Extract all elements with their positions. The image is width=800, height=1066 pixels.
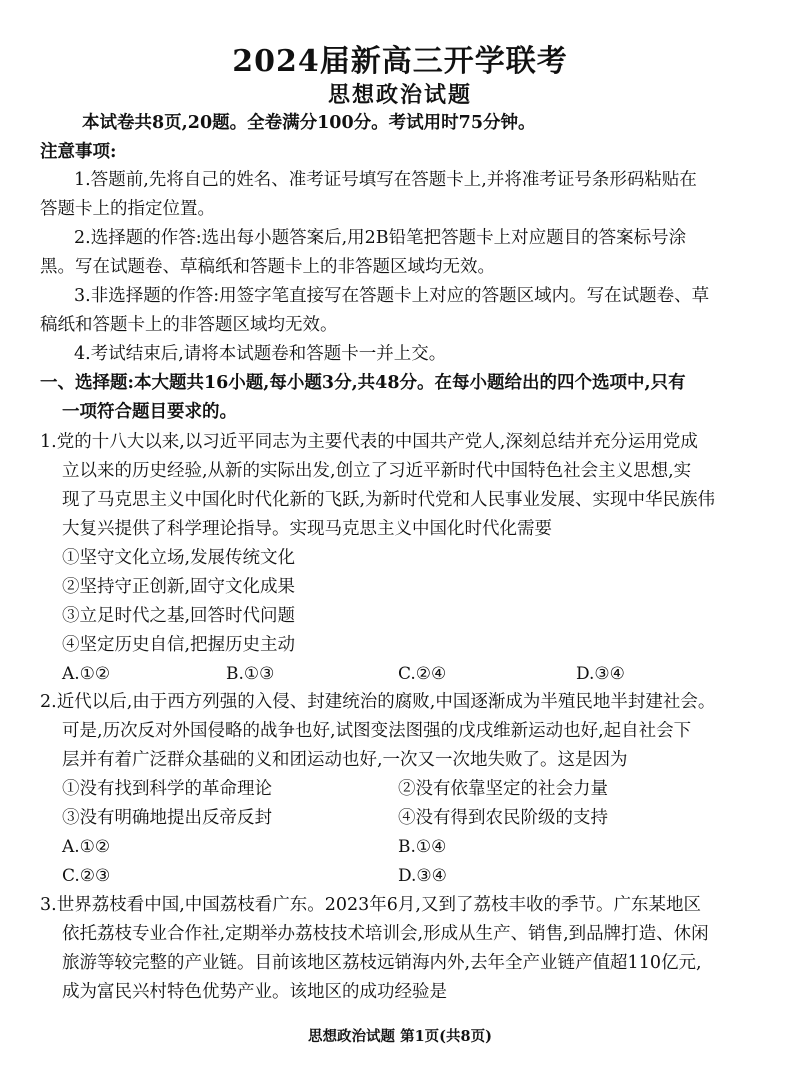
q1-option-b: B.①③ bbox=[226, 664, 275, 684]
q1-option-d: D.③④ bbox=[576, 664, 625, 684]
q2-statement-4: ④没有得到农民阶级的支持 bbox=[398, 808, 608, 828]
notice-item-3-line-2: 稿纸和答题卡上的非答题区域均无效。 bbox=[40, 315, 338, 335]
q1-statement-3: ③立足时代之基,回答时代问题 bbox=[62, 606, 296, 626]
q2-option-a: A.①② bbox=[62, 837, 111, 857]
q1-statement-2: ②坚持守正创新,固守文化成果 bbox=[62, 577, 296, 597]
section-heading-line-2: 一项符合题目要求的。 bbox=[62, 402, 237, 422]
q2-stem-line-2: 可是,历次反对外国侵略的战争也好,试图变法图强的戊戌维新运动也好,起自社会下 bbox=[62, 721, 692, 741]
q2-statement-3: ③没有明确地提出反帝反封 bbox=[62, 808, 272, 828]
q3-stem-line-2: 依托荔枝专业合作社,定期举办荔枝技术培训会,形成从生产、销售,到品牌打造、休闲 bbox=[62, 924, 709, 944]
notice-item-2-line-1: 2.选择题的作答:选出每小题答案后,用2B铅笔把答题卡上对应题目的答案标号涂 bbox=[74, 228, 687, 248]
q1-stem-line-3: 现了马克思主义中国化时代化新的飞跃,为新时代党和人民事业发展、实现中华民族伟 bbox=[62, 490, 716, 510]
q1-stem-line-2: 立以来的历史经验,从新的实际出发,创立了习近平新时代中国特色社会主义思想,实 bbox=[62, 461, 692, 481]
q2-stem-line-3: 层并有着广泛群众基础的义和团运动也好,一次又一次地失败了。这是因为 bbox=[62, 750, 628, 770]
q1-stem-line-1: 1.党的十八大以来,以习近平同志为主要代表的中国共产党人,深刻总结并充分运用党成 bbox=[40, 432, 698, 452]
notice-item-1-line-1: 1.答题前,先将自己的姓名、准考证号填写在答题卡上,并将准考证号条形码粘贴在 bbox=[74, 170, 697, 190]
notice-item-1-line-2: 答题卡上的指定位置。 bbox=[40, 199, 215, 219]
q2-option-b: B.①④ bbox=[398, 837, 447, 857]
q1-statement-1: ①坚守文化立场,发展传统文化 bbox=[62, 548, 296, 568]
page-footer: 思想政治试题 第1页(共8页) bbox=[308, 1028, 492, 1045]
q1-stem-line-4: 大复兴提供了科学理论指导。实现马克思主义中国化时代化需要 bbox=[62, 519, 552, 539]
notice-heading: 注意事项: bbox=[40, 142, 117, 162]
q3-stem-line-1: 3.世界荔枝看中国,中国荔枝看广东。2023年6月,又到了荔枝丰收的季节。广东某地区 bbox=[40, 895, 701, 915]
q1-statement-4: ④坚定历史自信,把握历史主动 bbox=[62, 635, 296, 655]
q3-stem-line-3: 旅游等较完整的产业链。目前该地区荔枝远销海内外,去年全产业链产值超110亿元, bbox=[62, 953, 702, 973]
q2-stem-line-1: 2.近代以后,由于西方列强的入侵、封建统治的腐败,中国逐渐成为半殖民地半封建社会。 bbox=[40, 692, 716, 712]
section-heading-line-1: 一、选择题:本大题共16小题,每小题3分,共48分。在每小题给出的四个选项中,只有 bbox=[40, 373, 686, 393]
q2-statement-1: ①没有找到科学的革命理论 bbox=[62, 779, 272, 799]
notice-item-2-line-2: 黑。写在试题卷、草稿纸和答题卡上的非答题区域均无效。 bbox=[40, 257, 495, 277]
exam-info: 本试卷共8页,20题。全卷满分100分。考试用时75分钟。 bbox=[82, 113, 536, 133]
q2-statement-2: ②没有依靠坚定的社会力量 bbox=[398, 779, 608, 799]
q1-option-c: C.②④ bbox=[398, 664, 447, 684]
exam-subtitle: 思想政治试题 bbox=[327, 82, 472, 108]
exam-title: 2024届新高三开学联考 bbox=[232, 44, 568, 79]
notice-item-3-line-1: 3.非选择题的作答:用签字笔直接写在答题卡上对应的答题区域内。写在试题卷、草 bbox=[74, 286, 710, 306]
notice-item-4: 4.考试结束后,请将本试题卷和答题卡一并上交。 bbox=[74, 344, 447, 364]
q3-stem-line-4: 成为富民兴村特色优势产业。该地区的成功经验是 bbox=[62, 982, 447, 1002]
q1-option-a: A.①② bbox=[62, 664, 111, 684]
q2-option-d: D.③④ bbox=[398, 866, 447, 886]
q2-option-c: C.②③ bbox=[62, 866, 111, 886]
